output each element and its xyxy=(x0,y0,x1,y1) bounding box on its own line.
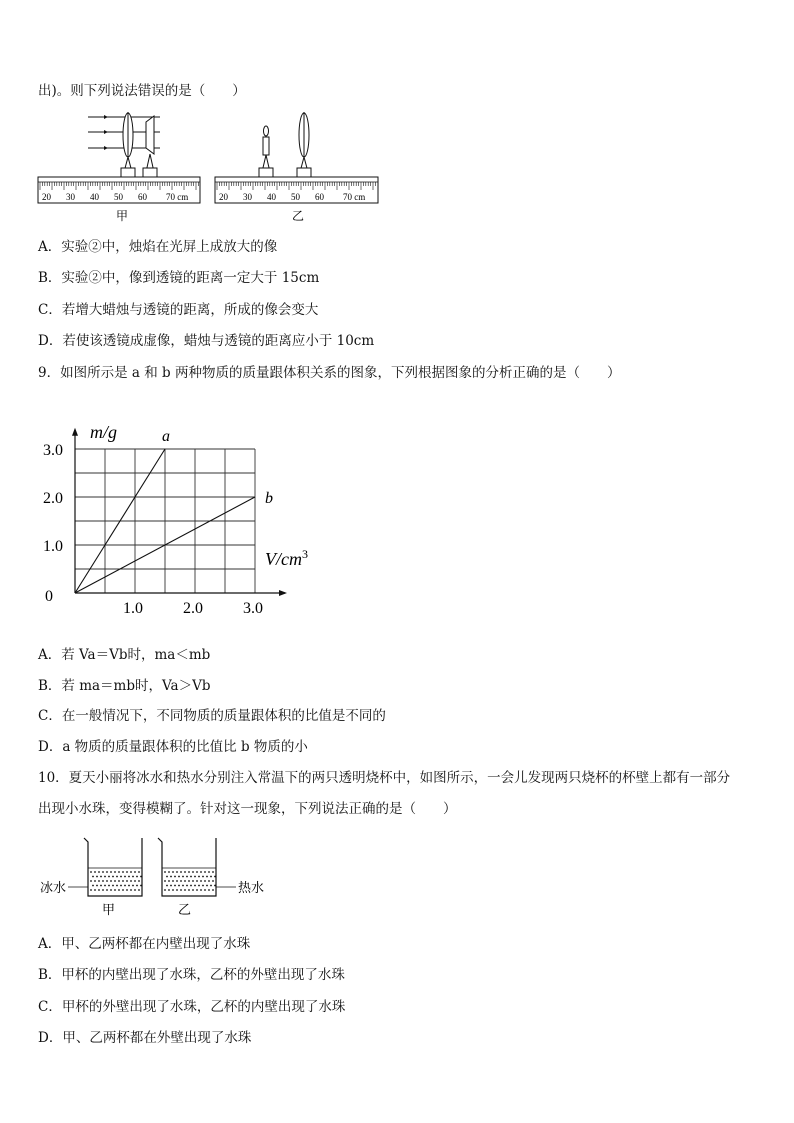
liquid-dot xyxy=(192,880,194,882)
liquid-dot xyxy=(90,889,92,891)
liquid-dot xyxy=(108,885,110,887)
liquid-dot xyxy=(112,876,114,878)
liquid-dot xyxy=(212,871,214,873)
liquid-dot xyxy=(124,876,126,878)
liquid-dot xyxy=(206,885,208,887)
candle xyxy=(263,137,269,155)
liquid-dot xyxy=(174,876,176,878)
liquid-dot xyxy=(168,871,170,873)
y-tick-label: 3.0 xyxy=(43,442,63,459)
liquid-dot xyxy=(200,880,202,882)
liquid-dot xyxy=(102,889,104,891)
liquid-dot xyxy=(180,889,182,891)
liquid-dot xyxy=(164,880,166,882)
liquid-dot xyxy=(98,880,100,882)
liquid-dot xyxy=(106,880,108,882)
liquid-dot xyxy=(116,885,118,887)
liquid-dot xyxy=(90,880,92,882)
liquid-dot xyxy=(118,880,120,882)
ruler-tick: 60 xyxy=(138,192,147,202)
label-ice-water: 冰水 xyxy=(40,880,67,895)
liquid-dot xyxy=(130,871,132,873)
liquid-dot xyxy=(138,871,140,873)
liquid-dot xyxy=(208,880,210,882)
series-label-b: b xyxy=(265,490,273,507)
ruler-tick: 50 xyxy=(291,192,300,202)
liquid-dot xyxy=(130,880,132,882)
liquid-dot xyxy=(194,885,196,887)
origin-label: 0 xyxy=(45,588,53,605)
liquid-dot xyxy=(118,871,120,873)
liquid-dot xyxy=(112,885,114,887)
x-axis-arrow xyxy=(279,590,287,596)
liquid-dot xyxy=(166,885,168,887)
liquid-dot xyxy=(110,871,112,873)
liquid-dot xyxy=(166,876,168,878)
fig-label-left: 甲 xyxy=(116,209,129,223)
liquid-dot xyxy=(184,889,186,891)
liquid-dot xyxy=(120,885,122,887)
liquid-dot xyxy=(94,889,96,891)
liquid-dot xyxy=(164,889,166,891)
ruler-tick: 20 xyxy=(42,192,51,202)
ruler-tick: 30 xyxy=(243,192,252,202)
liquid-dot xyxy=(116,876,118,878)
liquid-dot xyxy=(214,876,216,878)
liquid-dot xyxy=(210,876,212,878)
q10-option-b: B．甲杯的内壁出现了水珠，乙杯的外壁出现了水珠 xyxy=(38,967,345,983)
light-screen xyxy=(146,116,154,154)
y-tick-label: 1.0 xyxy=(43,538,63,555)
beaker-right xyxy=(158,838,216,896)
liquid-dot xyxy=(106,889,108,891)
q8-optics-figure xyxy=(0,0,794,240)
liquid-dot xyxy=(134,889,136,891)
label-left-beaker: 甲 xyxy=(102,902,116,917)
liquid-dot xyxy=(196,871,198,873)
liquid-dot xyxy=(212,889,214,891)
liquid-dot xyxy=(114,880,116,882)
liquid-dot xyxy=(214,885,216,887)
q9-option-c: C．在一般情况下，不同物质的质量跟体积的比值是不同的 xyxy=(38,708,386,724)
liquid-dot xyxy=(94,880,96,882)
liquid-dot xyxy=(172,871,174,873)
liquid-dot xyxy=(192,889,194,891)
beakers-figure xyxy=(0,830,794,925)
liquid-dot xyxy=(188,880,190,882)
liquid-dot xyxy=(104,876,106,878)
liquid-dot xyxy=(96,885,98,887)
liquid-dot xyxy=(118,889,120,891)
liquid-dot xyxy=(170,885,172,887)
x-axis-label: $V/cm^3$ xyxy=(265,547,308,569)
liquid-dot xyxy=(168,889,170,891)
liquid-dot xyxy=(108,876,110,878)
liquid-dot xyxy=(92,876,94,878)
ruler-tick: 50 xyxy=(114,192,123,202)
liquid-dot xyxy=(208,871,210,873)
ray-arrow xyxy=(104,130,108,134)
q10-stem-line2: 出现小水珠，变得模糊了。针对这一现象，下列说法正确的是（ ） xyxy=(38,801,457,817)
liquid-dot xyxy=(184,880,186,882)
liquid-dot xyxy=(110,880,112,882)
ruler-tick: 70 cm xyxy=(343,192,366,202)
liquid-dot xyxy=(204,880,206,882)
liquid-dot xyxy=(192,871,194,873)
liquid-dot xyxy=(114,871,116,873)
liquid-dot xyxy=(176,889,178,891)
ruler-tick: 40 xyxy=(267,192,276,202)
liquid-dot xyxy=(122,871,124,873)
liquid-dot xyxy=(178,885,180,887)
ruler-tick: 20 xyxy=(219,192,228,202)
liquid-dot xyxy=(172,880,174,882)
q9-stem: 9．如图所示是 a 和 b 两种物质的质量跟体积关系的图象，下列根据图象的分析正确的是（ ） xyxy=(38,365,621,381)
liquid-dot xyxy=(132,876,134,878)
liquid-dot xyxy=(140,885,142,887)
liquid-dot xyxy=(196,880,198,882)
liquid-dot xyxy=(138,889,140,891)
q9-option-a: A．若 Va＝Vb时，ma＜mb xyxy=(38,647,211,663)
mass-volume-chart xyxy=(0,395,794,625)
liquid-dot xyxy=(170,876,172,878)
liquid-dot xyxy=(188,871,190,873)
liquid-dot xyxy=(190,876,192,878)
q9-option-d: D．a 物质的质量跟体积的比值比 b 物质的小 xyxy=(38,739,308,755)
q8-option-c: C．若增大蜡烛与透镜的距离，所成的像会变大 xyxy=(38,302,319,318)
chart-grid xyxy=(75,449,255,593)
ray-arrow xyxy=(104,115,108,119)
liquid-dot xyxy=(190,885,192,887)
liquid-dot xyxy=(126,889,128,891)
q10-stem-line1: 10．夏天小丽将冰水和热水分别注入常温下的两只透明烧杯中，如图所示，一会儿发现两只烧杯的杯壁上都有一部分 xyxy=(38,770,731,786)
liquid-dot xyxy=(202,876,204,878)
liquid-dot xyxy=(210,885,212,887)
liquid-dot xyxy=(126,880,128,882)
liquid-dot xyxy=(134,871,136,873)
candle-flame xyxy=(264,126,269,136)
liquid-dot xyxy=(136,885,138,887)
liquid-dot xyxy=(134,880,136,882)
bench-left xyxy=(38,112,200,203)
q10-option-a: A．甲、乙两杯都在内壁出现了水珠 xyxy=(38,936,251,952)
liquid-dot xyxy=(168,880,170,882)
ruler-tick: 60 xyxy=(315,192,324,202)
ruler-tick: 70 cm xyxy=(166,192,189,202)
liquid-dot xyxy=(138,880,140,882)
beaker-left xyxy=(84,838,142,896)
fig-label-right: 乙 xyxy=(292,209,305,223)
liquid-dot xyxy=(100,885,102,887)
liquid-dot xyxy=(208,889,210,891)
label-right-beaker: 乙 xyxy=(178,902,192,917)
q10-option-d: D．甲、乙两杯都在外壁出现了水珠 xyxy=(38,1030,252,1046)
liquid-dot xyxy=(200,889,202,891)
liquid-dot xyxy=(130,889,132,891)
liquid-dot xyxy=(140,876,142,878)
liquid-dot xyxy=(176,871,178,873)
liquid-dot xyxy=(136,876,138,878)
liquid-dot xyxy=(122,889,124,891)
liquid-dot xyxy=(178,876,180,878)
liquid-dot xyxy=(184,871,186,873)
series-label-a: a xyxy=(162,428,170,445)
liquid-dot xyxy=(92,885,94,887)
liquid-dot xyxy=(104,885,106,887)
y-axis-label: m/g xyxy=(90,421,117,442)
liquid-dot xyxy=(96,876,98,878)
y-axis-arrow xyxy=(72,428,78,436)
liquid-dot xyxy=(206,876,208,878)
liquid-dot xyxy=(126,871,128,873)
liquid-dot xyxy=(114,889,116,891)
liquid-dot xyxy=(196,889,198,891)
chart-labels xyxy=(43,422,308,617)
liquid-dot xyxy=(198,885,200,887)
liquid-dot xyxy=(102,871,104,873)
liquid-dot xyxy=(186,876,188,878)
liquid-dot xyxy=(174,885,176,887)
liquid-dot xyxy=(212,880,214,882)
liquid-dot xyxy=(120,876,122,878)
liquid-dot xyxy=(164,871,166,873)
liquid-dot xyxy=(128,885,130,887)
liquid-dot xyxy=(182,885,184,887)
liquid-dot xyxy=(122,880,124,882)
x-tick-label: 2.0 xyxy=(183,600,203,617)
liquid-dot xyxy=(94,871,96,873)
liquid-dot xyxy=(200,871,202,873)
liquid-dot xyxy=(124,885,126,887)
x-tick-label: 3.0 xyxy=(243,600,263,617)
liquid-dot xyxy=(180,871,182,873)
liquid-dot xyxy=(194,876,196,878)
liquid-dot xyxy=(98,871,100,873)
liquid-dot xyxy=(110,889,112,891)
liquid-dot xyxy=(98,889,100,891)
liquid-dot xyxy=(90,871,92,873)
q8-option-b: B．实验②中，像到透镜的距离一定大于 15cm xyxy=(38,270,320,286)
liquid-dot xyxy=(100,876,102,878)
ruler-tick: 30 xyxy=(66,192,75,202)
q9-option-b: B．若 ma＝mb时，Va＞Vb xyxy=(38,678,211,694)
y-tick-label: 2.0 xyxy=(43,490,63,507)
q8-option-a: A．实验②中，烛焰在光屏上成放大的像 xyxy=(38,239,278,255)
liquid-dot xyxy=(204,871,206,873)
liquid-dot xyxy=(186,885,188,887)
liquid-dot xyxy=(102,880,104,882)
label-hot-water: 热水 xyxy=(238,880,265,895)
bench-right xyxy=(215,112,378,203)
x-tick-label: 1.0 xyxy=(123,600,143,617)
ray-arrow xyxy=(104,146,108,150)
liquid-dot xyxy=(128,876,130,878)
liquid-dot xyxy=(198,876,200,878)
liquid-dot xyxy=(202,885,204,887)
liquid-dot xyxy=(182,876,184,878)
q8-stem-tail: 出)。则下列说法错误的是（ ） xyxy=(38,83,246,99)
ruler-tick: 40 xyxy=(90,192,99,202)
liquid-dot xyxy=(172,889,174,891)
liquid-dot xyxy=(176,880,178,882)
liquid-dot xyxy=(204,889,206,891)
q8-option-d: D．若使该透镜成虚像，蜡烛与透镜的距离应小于 10cm xyxy=(38,333,375,349)
q10-option-c: C．甲杯的外壁出现了水珠，乙杯的内壁出现了水珠 xyxy=(38,999,346,1015)
liquid-dot xyxy=(132,885,134,887)
liquid-dot xyxy=(188,889,190,891)
liquid-dot xyxy=(106,871,108,873)
liquid-dot xyxy=(180,880,182,882)
